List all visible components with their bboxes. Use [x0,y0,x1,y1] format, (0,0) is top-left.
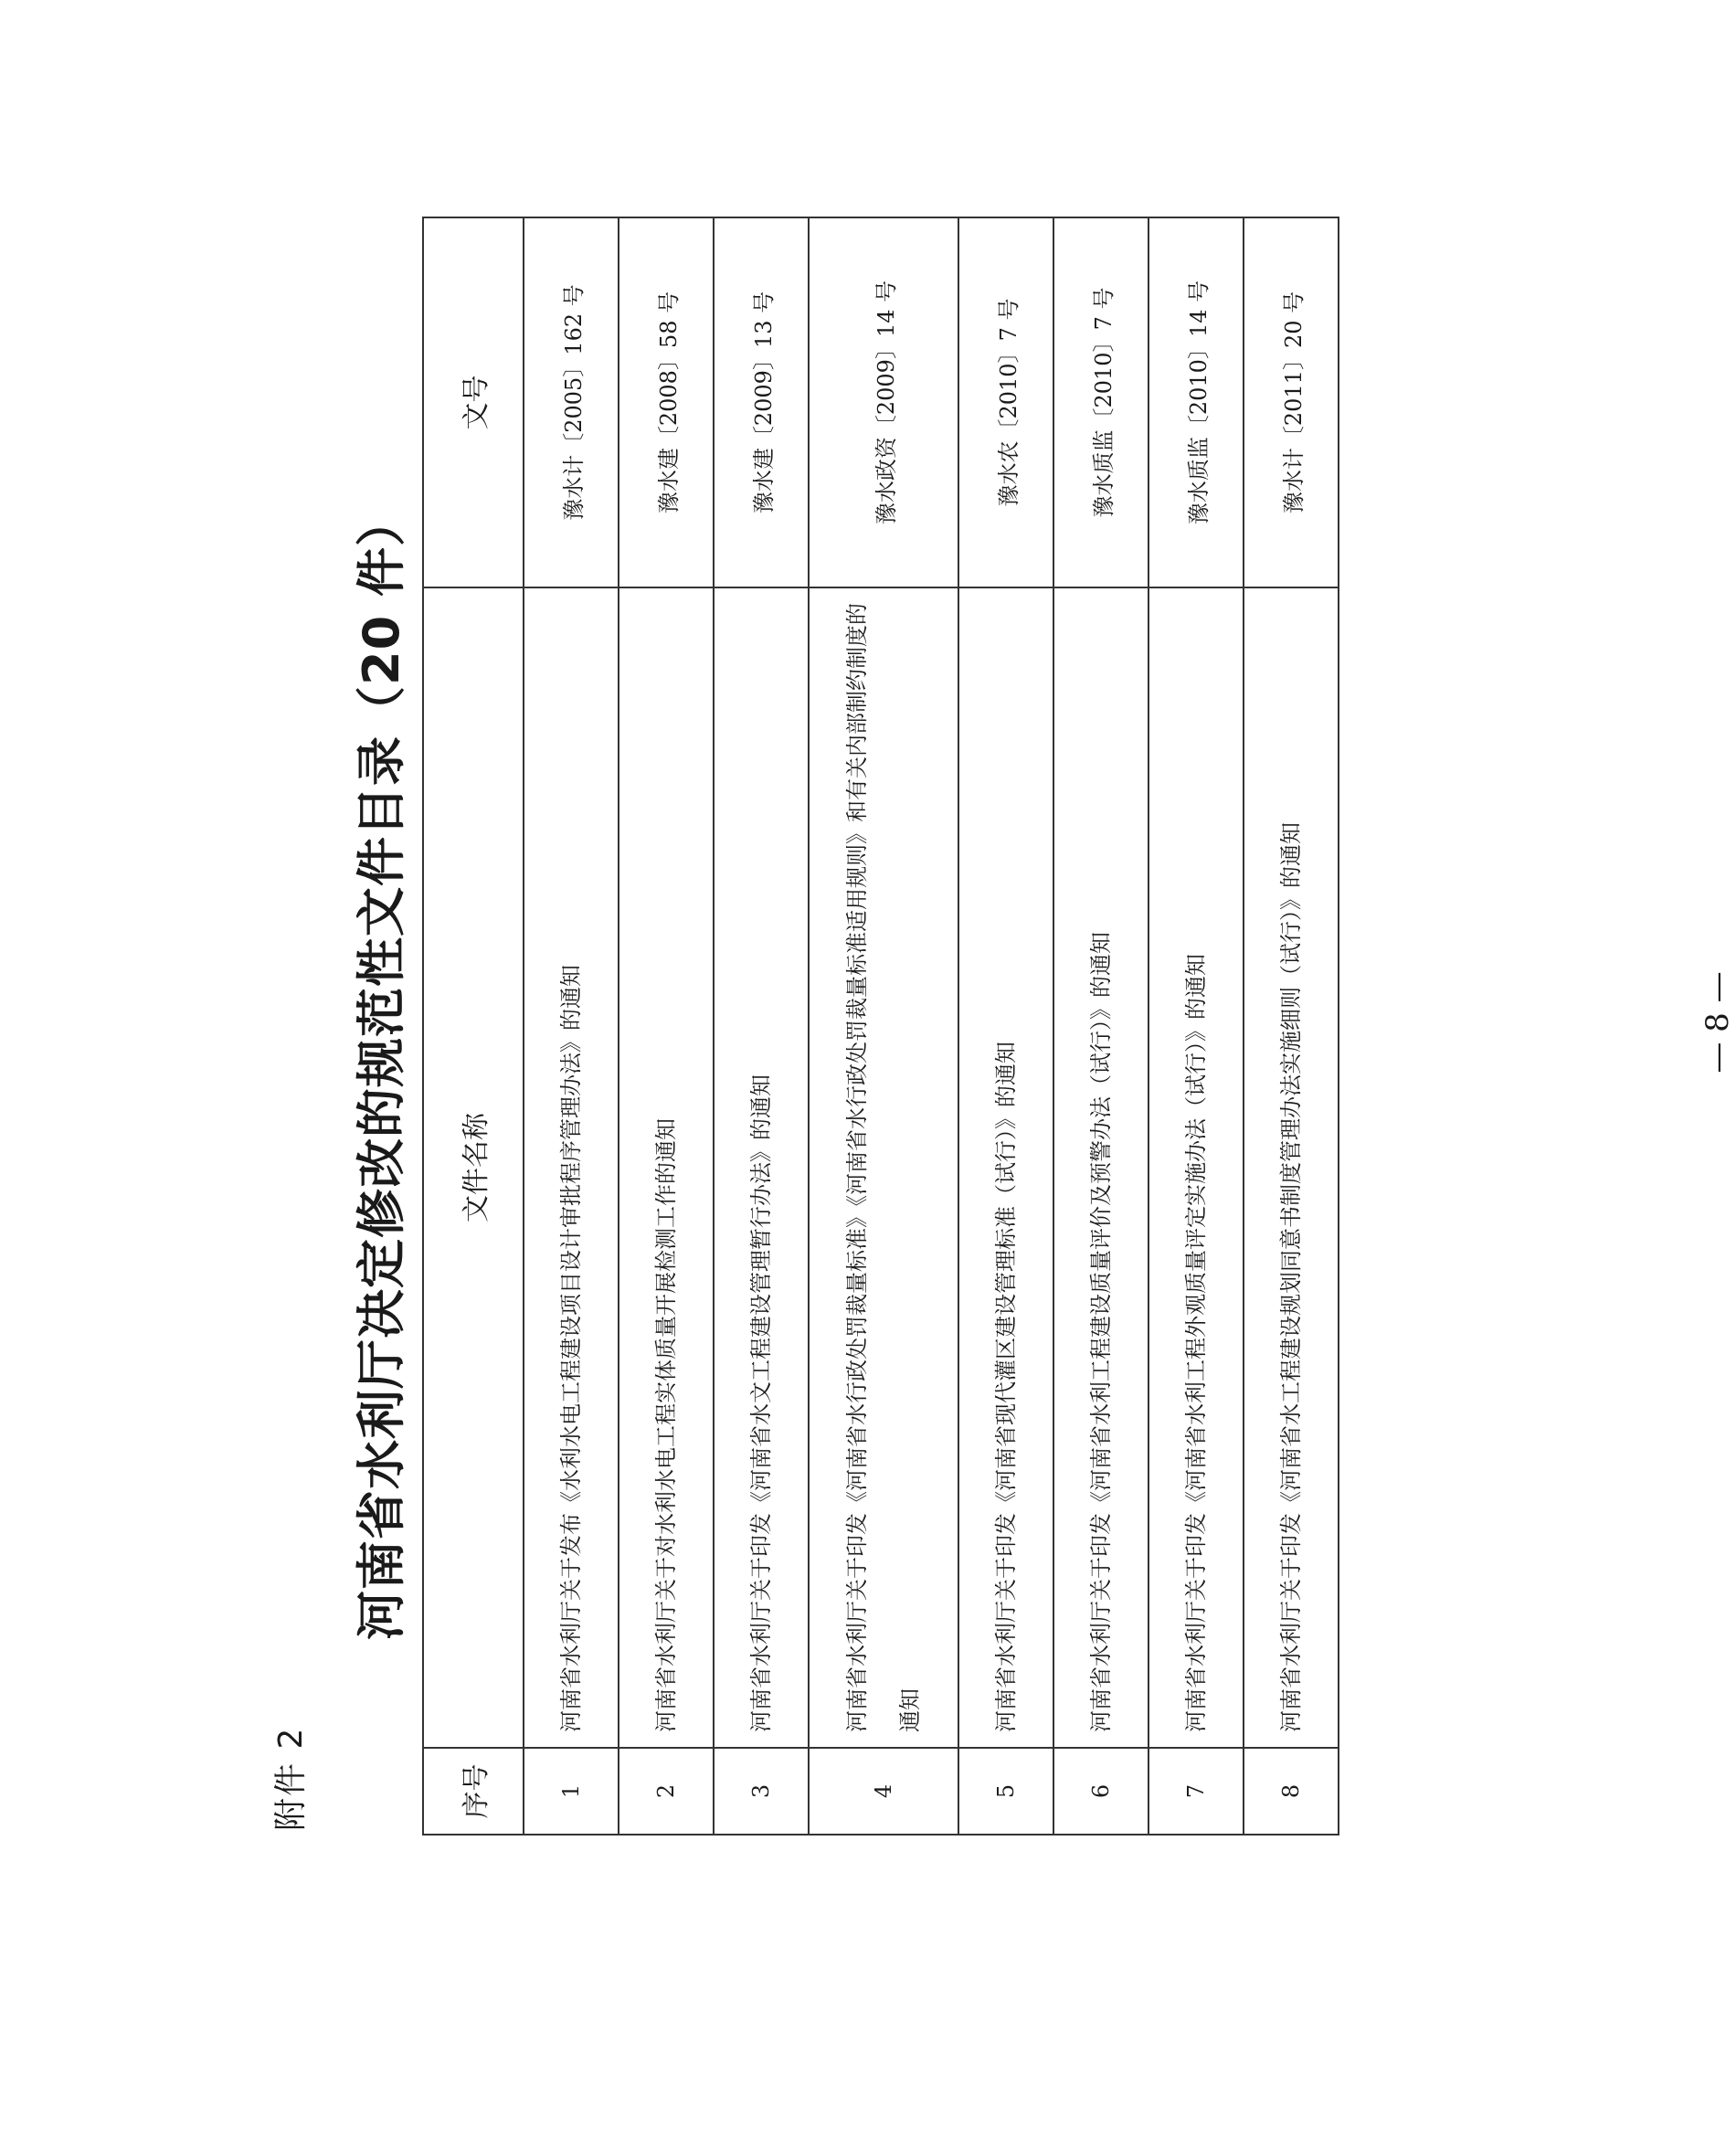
table-row [1149,217,1244,1835]
row-doc: 豫水质监〔2010〕7 号 [1053,217,1149,587]
row-num: 4 [809,1748,958,1835]
row-name: 河南省水利厅关于印发《河南省水行政处罚裁量标准》《河南省水行政处罚裁量标准适用规则》和有关内部制约制度的通知 [809,587,958,1748]
row-name: 河南省水利厅关于印发《河南省现代灌区建设管理标准（试行）》的通知 [958,587,1053,1748]
document-title: 河南省水利厅决定修改的规范性文件目录（20 件） [353,496,410,1640]
row-doc: 豫水政资〔2009〕14 号 [809,217,958,587]
row-doc: 豫水质监〔2010〕14 号 [1149,217,1244,587]
row-name: 河南省水利厅关于印发《河南省水利工程外观质量评定实施办法（试行）》的通知 [1149,587,1244,1748]
row-num: 5 [958,1748,1053,1835]
row-num: 2 [619,1748,714,1835]
row-name: 河南省水利厅关于发布《水利水电工程建设项目设计审批程序管理办法》的通知 [524,587,619,1748]
row-doc: 豫水农〔2010〕7 号 [958,217,1053,587]
file-list-table [422,217,1339,1835]
page-number: — 8 — [1699,971,1736,1074]
header-num: 序号 [423,1748,524,1835]
table-row [958,217,1053,1835]
row-num: 7 [1149,1748,1244,1835]
attachment-label: 附件 2 [272,1726,310,1831]
row-num: 1 [524,1748,619,1835]
table-row [809,217,958,1835]
row-doc: 豫水计〔2005〕162 号 [524,217,619,587]
row-doc: 豫水建〔2008〕58 号 [619,217,714,587]
row-name: 河南省水利厅关于印发《河南省水利工程建设质量评价及预警办法（试行）》的通知 [1053,587,1149,1748]
header-name: 文件名称 [423,587,524,1748]
table-row [1053,217,1149,1835]
table-row [714,217,809,1835]
row-num: 6 [1053,1748,1149,1835]
row-name: 河南省水利厅关于印发《河南省水工程建设规划同意书制度管理办法实施细则（试行）》的通知 [1244,587,1339,1748]
table-row [524,217,619,1835]
row-num: 3 [714,1748,809,1835]
row-doc: 豫水建〔2009〕13 号 [714,217,809,587]
row-num: 8 [1244,1748,1339,1835]
row-name: 河南省水利厅关于对水利水电工程实体质量开展检测工作的通知 [619,587,714,1748]
row-doc: 豫水计〔2011〕20 号 [1244,217,1339,587]
table-row [619,217,714,1835]
table-header-row [423,217,524,1835]
row-name: 河南省水利厅关于印发《河南省水文工程建设管理暂行办法》的通知 [714,587,809,1748]
table-row [1244,217,1339,1835]
header-doc: 文号 [423,217,524,587]
